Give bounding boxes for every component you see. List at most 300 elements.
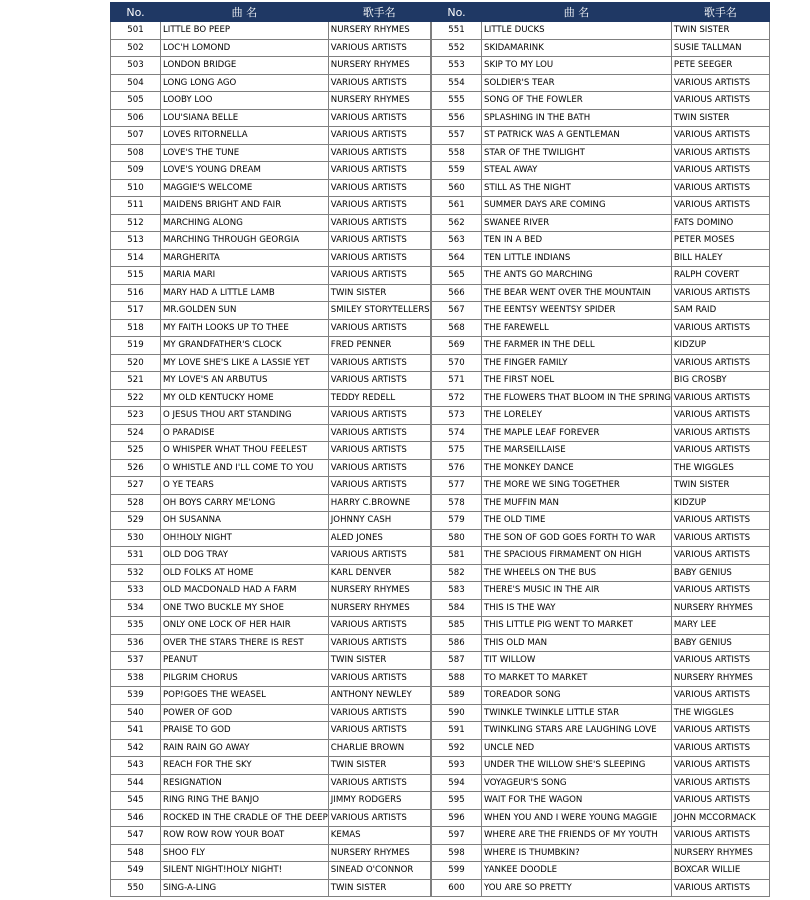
song-number: 552 [432, 39, 482, 57]
artist-name: VARIOUS ARTISTS [328, 162, 430, 180]
song-number: 505 [111, 92, 161, 110]
song-title: SUMMER DAYS ARE COMING [482, 197, 672, 215]
song-title: THE FIRST NOEL [482, 372, 672, 390]
table-row [432, 617, 770, 635]
artist-name: VARIOUS ARTISTS [671, 687, 769, 705]
song-number: 584 [432, 599, 482, 617]
artist-name: VARIOUS ARTISTS [328, 127, 430, 145]
song-number: 537 [111, 652, 161, 670]
song-title: OLD DOG TRAY [161, 547, 329, 565]
artist-name: NURSERY RHYMES [328, 599, 430, 617]
artist-name: JIMMY RODGERS [328, 792, 430, 810]
song-title: LOVE'S YOUNG DREAM [161, 162, 329, 180]
artist-name: VARIOUS ARTISTS [671, 284, 769, 302]
song-title: TWINKLING STARS ARE LAUGHING LOVE [482, 722, 672, 740]
song-title: THE OLD TIME [482, 512, 672, 530]
artist-name: FATS DOMINO [671, 214, 769, 232]
table-row [432, 599, 770, 617]
song-number: 581 [432, 547, 482, 565]
song-number: 572 [432, 389, 482, 407]
song-number: 515 [111, 267, 161, 285]
artist-name: VARIOUS ARTISTS [328, 704, 430, 722]
table-row [432, 74, 770, 92]
song-number: 514 [111, 249, 161, 267]
song-number: 526 [111, 459, 161, 477]
table-row [111, 92, 431, 110]
song-number: 511 [111, 197, 161, 215]
song-title: WHERE IS THUMBKIN? [482, 844, 672, 862]
table-row [432, 669, 770, 687]
song-number: 536 [111, 634, 161, 652]
song-number: 556 [432, 109, 482, 127]
table-row [432, 564, 770, 582]
artist-name: VARIOUS ARTISTS [671, 757, 769, 775]
song-title: VOYAGEUR'S SONG [482, 774, 672, 792]
artist-name: NURSERY RHYMES [328, 92, 430, 110]
song-number: 548 [111, 844, 161, 862]
song-title: LITTLE BO PEEP [161, 22, 329, 40]
artist-name: VARIOUS ARTISTS [671, 774, 769, 792]
song-title: OLD MACDONALD HAD A FARM [161, 582, 329, 600]
song-number: 533 [111, 582, 161, 600]
song-number: 546 [111, 809, 161, 827]
artist-name: VARIOUS ARTISTS [671, 162, 769, 180]
artist-name: VARIOUS ARTISTS [671, 354, 769, 372]
song-title: THE LORELEY [482, 407, 672, 425]
table-row [111, 442, 431, 460]
header-no: No. [432, 3, 482, 22]
artist-name: VARIOUS ARTISTS [328, 477, 430, 495]
table-row [111, 459, 431, 477]
song-number: 586 [432, 634, 482, 652]
artist-name: VARIOUS ARTISTS [328, 442, 430, 460]
song-number: 576 [432, 459, 482, 477]
table-row [111, 634, 431, 652]
song-title: MY FAITH LOOKS UP TO THEE [161, 319, 329, 337]
song-number: 591 [432, 722, 482, 740]
song-title: THE MAPLE LEAF FOREVER [482, 424, 672, 442]
table-row [432, 179, 770, 197]
table-row [111, 739, 431, 757]
table-row [432, 704, 770, 722]
song-title: TO MARKET TO MARKET [482, 669, 672, 687]
song-title: RING RING THE BANJO [161, 792, 329, 810]
artist-name: VARIOUS ARTISTS [671, 92, 769, 110]
song-number: 557 [432, 127, 482, 145]
artist-name: VARIOUS ARTISTS [328, 407, 430, 425]
song-title: MAIDENS BRIGHT AND FAIR [161, 197, 329, 215]
song-table-right [431, 2, 770, 897]
artist-name: TEDDY REDELL [328, 389, 430, 407]
artist-name: VARIOUS ARTISTS [328, 354, 430, 372]
table-row [432, 39, 770, 57]
song-number: 553 [432, 57, 482, 75]
song-number: 568 [432, 319, 482, 337]
song-title: MARY HAD A LITTLE LAMB [161, 284, 329, 302]
artist-name: NURSERY RHYMES [328, 844, 430, 862]
header-song: 曲 名 [482, 3, 672, 22]
artist-name: NURSERY RHYMES [328, 57, 430, 75]
song-title: WHEN YOU AND I WERE YOUNG MAGGIE [482, 809, 672, 827]
song-title: SOLDIER'S TEAR [482, 74, 672, 92]
song-title: THE MARSEILLAISE [482, 442, 672, 460]
song-number: 555 [432, 92, 482, 110]
table-row [432, 844, 770, 862]
table-row [432, 372, 770, 390]
artist-name: NURSERY RHYMES [328, 582, 430, 600]
song-number: 529 [111, 512, 161, 530]
artist-name: BIG CROSBY [671, 372, 769, 390]
table-row [111, 267, 431, 285]
artist-name: RALPH COVERT [671, 267, 769, 285]
table-row [111, 109, 431, 127]
song-title: ONE TWO BUCKLE MY SHOE [161, 599, 329, 617]
song-title: LOVE'S THE TUNE [161, 144, 329, 162]
artist-name: KIDZUP [671, 337, 769, 355]
artist-name: VARIOUS ARTISTS [328, 319, 430, 337]
table-row [432, 284, 770, 302]
table-row [432, 687, 770, 705]
song-number: 504 [111, 74, 161, 92]
table-row [432, 634, 770, 652]
header-no: No. [111, 3, 161, 22]
table-row [432, 529, 770, 547]
song-number: 516 [111, 284, 161, 302]
artist-name: VARIOUS ARTISTS [328, 424, 430, 442]
table-row [111, 582, 431, 600]
table-row [111, 494, 431, 512]
table-row [432, 162, 770, 180]
table-row [111, 354, 431, 372]
song-title: OH SUSANNA [161, 512, 329, 530]
table-row [432, 109, 770, 127]
artist-name: BABY GENIUS [671, 634, 769, 652]
table-row [432, 319, 770, 337]
song-title: THIS OLD MAN [482, 634, 672, 652]
song-number: 595 [432, 792, 482, 810]
artist-name: VARIOUS ARTISTS [328, 372, 430, 390]
table-row [432, 512, 770, 530]
song-number: 564 [432, 249, 482, 267]
table-row [432, 354, 770, 372]
song-title: ST PATRICK WAS A GENTLEMAN [482, 127, 672, 145]
artist-name: SINEAD O'CONNOR [328, 862, 430, 880]
table-body-right [432, 22, 770, 897]
song-title: SING-A-LING [161, 879, 329, 897]
table-row [111, 687, 431, 705]
song-title: RAIN RAIN GO AWAY [161, 739, 329, 757]
artist-name: VARIOUS ARTISTS [328, 232, 430, 250]
artist-name: TWIN SISTER [671, 109, 769, 127]
song-number: 558 [432, 144, 482, 162]
song-title: SWANEE RIVER [482, 214, 672, 232]
table-row [111, 179, 431, 197]
song-number: 521 [111, 372, 161, 390]
artist-name: VARIOUS ARTISTS [671, 547, 769, 565]
table-row [432, 302, 770, 320]
song-title: MARCHING THROUGH GEORGIA [161, 232, 329, 250]
song-number: 510 [111, 179, 161, 197]
table-row [111, 197, 431, 215]
header-song: 曲 名 [161, 3, 329, 22]
table-row [432, 757, 770, 775]
song-number: 502 [111, 39, 161, 57]
table-row [432, 494, 770, 512]
table-row [432, 722, 770, 740]
song-title: POP!GOES THE WEASEL [161, 687, 329, 705]
table-row [111, 512, 431, 530]
table-row [111, 232, 431, 250]
artist-name: JOHNNY CASH [328, 512, 430, 530]
song-number: 527 [111, 477, 161, 495]
song-title: LOVES RITORNELLA [161, 127, 329, 145]
song-number: 580 [432, 529, 482, 547]
artist-name: VARIOUS ARTISTS [328, 634, 430, 652]
artist-name: VARIOUS ARTISTS [328, 214, 430, 232]
table-row [111, 57, 431, 75]
song-title: REACH FOR THE SKY [161, 757, 329, 775]
artist-name: VARIOUS ARTISTS [328, 669, 430, 687]
song-title: WAIT FOR THE WAGON [482, 792, 672, 810]
song-title: THE FAREWELL [482, 319, 672, 337]
song-number: 599 [432, 862, 482, 880]
song-number: 565 [432, 267, 482, 285]
artist-name: VARIOUS ARTISTS [671, 197, 769, 215]
artist-name: VARIOUS ARTISTS [671, 529, 769, 547]
artist-name: VARIOUS ARTISTS [328, 547, 430, 565]
table-row [111, 389, 431, 407]
table-row [432, 144, 770, 162]
song-title: THE WHEELS ON THE BUS [482, 564, 672, 582]
song-title: THE ANTS GO MARCHING [482, 267, 672, 285]
table-row [111, 214, 431, 232]
artist-name: VARIOUS ARTISTS [671, 407, 769, 425]
song-number: 517 [111, 302, 161, 320]
song-title: TEN LITTLE INDIANS [482, 249, 672, 267]
song-title: LONG LONG AGO [161, 74, 329, 92]
table-row [432, 582, 770, 600]
song-title: ROW ROW ROW YOUR BOAT [161, 827, 329, 845]
song-title: MY LOVE'S AN ARBUTUS [161, 372, 329, 390]
artist-name: THE WIGGLES [671, 459, 769, 477]
artist-name: VARIOUS ARTISTS [671, 827, 769, 845]
artist-name: TWIN SISTER [328, 652, 430, 670]
song-number: 566 [432, 284, 482, 302]
song-title: O JESUS THOU ART STANDING [161, 407, 329, 425]
song-number: 540 [111, 704, 161, 722]
table-row [432, 197, 770, 215]
song-title: MARIA MARI [161, 267, 329, 285]
song-title: STAR OF THE TWILIGHT [482, 144, 672, 162]
artist-name: BABY GENIUS [671, 564, 769, 582]
artist-name: HARRY C.BROWNE [328, 494, 430, 512]
artist-name: VARIOUS ARTISTS [671, 389, 769, 407]
song-number: 522 [111, 389, 161, 407]
song-number: 567 [432, 302, 482, 320]
artist-name: VARIOUS ARTISTS [328, 722, 430, 740]
song-number: 539 [111, 687, 161, 705]
song-title: TIT WILLOW [482, 652, 672, 670]
table-row [432, 249, 770, 267]
table-row [432, 477, 770, 495]
artist-name: VARIOUS ARTISTS [328, 39, 430, 57]
artist-name: PETE SEEGER [671, 57, 769, 75]
table-row [111, 704, 431, 722]
artist-name: VARIOUS ARTISTS [671, 319, 769, 337]
table-row [111, 599, 431, 617]
table-row [432, 22, 770, 40]
song-number: 509 [111, 162, 161, 180]
song-number: 594 [432, 774, 482, 792]
artist-name: VARIOUS ARTISTS [671, 652, 769, 670]
table-row [111, 564, 431, 582]
song-number: 573 [432, 407, 482, 425]
artist-name: PETER MOSES [671, 232, 769, 250]
song-number: 551 [432, 22, 482, 40]
artist-name: VARIOUS ARTISTS [328, 617, 430, 635]
song-title: THE FINGER FAMILY [482, 354, 672, 372]
song-title: THE MONKEY DANCE [482, 459, 672, 477]
artist-name: VARIOUS ARTISTS [671, 739, 769, 757]
song-title: O WHISTLE AND I'LL COME TO YOU [161, 459, 329, 477]
song-title: ROCKED IN THE CRADLE OF THE DEEP [161, 809, 329, 827]
song-title: LOOBY LOO [161, 92, 329, 110]
table-row [111, 144, 431, 162]
song-title: SKIDAMARINK [482, 39, 672, 57]
song-title: SILENT NIGHT!HOLY NIGHT! [161, 862, 329, 880]
table-row [111, 249, 431, 267]
song-number: 582 [432, 564, 482, 582]
song-title: SKIP TO MY LOU [482, 57, 672, 75]
song-number: 598 [432, 844, 482, 862]
song-title: THE BEAR WENT OVER THE MOUNTAIN [482, 284, 672, 302]
song-title: UNCLE NED [482, 739, 672, 757]
artist-name: FRED PENNER [328, 337, 430, 355]
song-number: 545 [111, 792, 161, 810]
table-row [432, 337, 770, 355]
song-title: OVER THE STARS THERE IS REST [161, 634, 329, 652]
table-row [432, 92, 770, 110]
song-number: 507 [111, 127, 161, 145]
song-number: 531 [111, 547, 161, 565]
song-title: LOC'H LOMOND [161, 39, 329, 57]
song-number: 503 [111, 57, 161, 75]
song-number: 549 [111, 862, 161, 880]
artist-name: VARIOUS ARTISTS [671, 722, 769, 740]
song-number: 577 [432, 477, 482, 495]
artist-name: BILL HALEY [671, 249, 769, 267]
song-number: 596 [432, 809, 482, 827]
song-title: MY OLD KENTUCKY HOME [161, 389, 329, 407]
table-row [432, 214, 770, 232]
table-row [432, 792, 770, 810]
song-number: 543 [111, 757, 161, 775]
song-title: POWER OF GOD [161, 704, 329, 722]
song-title: SONG OF THE FOWLER [482, 92, 672, 110]
table-row [111, 302, 431, 320]
table-header [432, 3, 770, 22]
song-number: 590 [432, 704, 482, 722]
song-title: LONDON BRIDGE [161, 57, 329, 75]
artist-name: KIDZUP [671, 494, 769, 512]
table-row [111, 372, 431, 390]
table-row [111, 39, 431, 57]
table-row [111, 809, 431, 827]
song-number: 583 [432, 582, 482, 600]
artist-name: JOHN MCCORMACK [671, 809, 769, 827]
song-title: MARGHERITA [161, 249, 329, 267]
song-number: 578 [432, 494, 482, 512]
song-number: 525 [111, 442, 161, 460]
table-row [432, 809, 770, 827]
song-number: 600 [432, 879, 482, 897]
song-title: THE MORE WE SING TOGETHER [482, 477, 672, 495]
song-title: THIS IS THE WAY [482, 599, 672, 617]
song-number: 501 [111, 22, 161, 40]
artist-name: BOXCAR WILLIE [671, 862, 769, 880]
table-row [111, 792, 431, 810]
table-row [111, 827, 431, 845]
song-number: 532 [111, 564, 161, 582]
song-number: 569 [432, 337, 482, 355]
song-title: MAGGIE'S WELCOME [161, 179, 329, 197]
table-row [111, 617, 431, 635]
table-row [111, 407, 431, 425]
table-row [111, 879, 431, 897]
song-title: O WHISPER WHAT THOU FEELEST [161, 442, 329, 460]
song-number: 571 [432, 372, 482, 390]
song-number: 519 [111, 337, 161, 355]
song-title: TOREADOR SONG [482, 687, 672, 705]
song-number: 523 [111, 407, 161, 425]
song-number: 587 [432, 652, 482, 670]
song-number: 535 [111, 617, 161, 635]
song-number: 562 [432, 214, 482, 232]
table-row [432, 547, 770, 565]
table-row [111, 529, 431, 547]
song-title: LITTLE DUCKS [482, 22, 672, 40]
table-row [111, 774, 431, 792]
artist-name: SUSIE TALLMAN [671, 39, 769, 57]
artist-name: TWIN SISTER [671, 477, 769, 495]
song-title: OH BOYS CARRY ME'LONG [161, 494, 329, 512]
artist-name: VARIOUS ARTISTS [328, 179, 430, 197]
song-number: 554 [432, 74, 482, 92]
artist-name: NURSERY RHYMES [671, 599, 769, 617]
table-row [432, 389, 770, 407]
song-title: ONLY ONE LOCK OF HER HAIR [161, 617, 329, 635]
header-artist: 歌手名 [328, 3, 430, 22]
table-row [432, 774, 770, 792]
artist-name: TWIN SISTER [328, 879, 430, 897]
song-table-left [110, 2, 431, 897]
table-row [111, 337, 431, 355]
artist-name: VARIOUS ARTISTS [328, 774, 430, 792]
table-row [111, 22, 431, 40]
song-title: THE EENTSY WEENTSY SPIDER [482, 302, 672, 320]
song-number: 570 [432, 354, 482, 372]
artist-name: SAM RAID [671, 302, 769, 320]
artist-name: VARIOUS ARTISTS [671, 74, 769, 92]
table-body-left [111, 22, 431, 897]
song-number: 592 [432, 739, 482, 757]
song-number: 550 [111, 879, 161, 897]
table-row [111, 547, 431, 565]
song-number: 563 [432, 232, 482, 250]
artist-name: TWIN SISTER [328, 284, 430, 302]
artist-name: ALED JONES [328, 529, 430, 547]
artist-name: NURSERY RHYMES [671, 669, 769, 687]
